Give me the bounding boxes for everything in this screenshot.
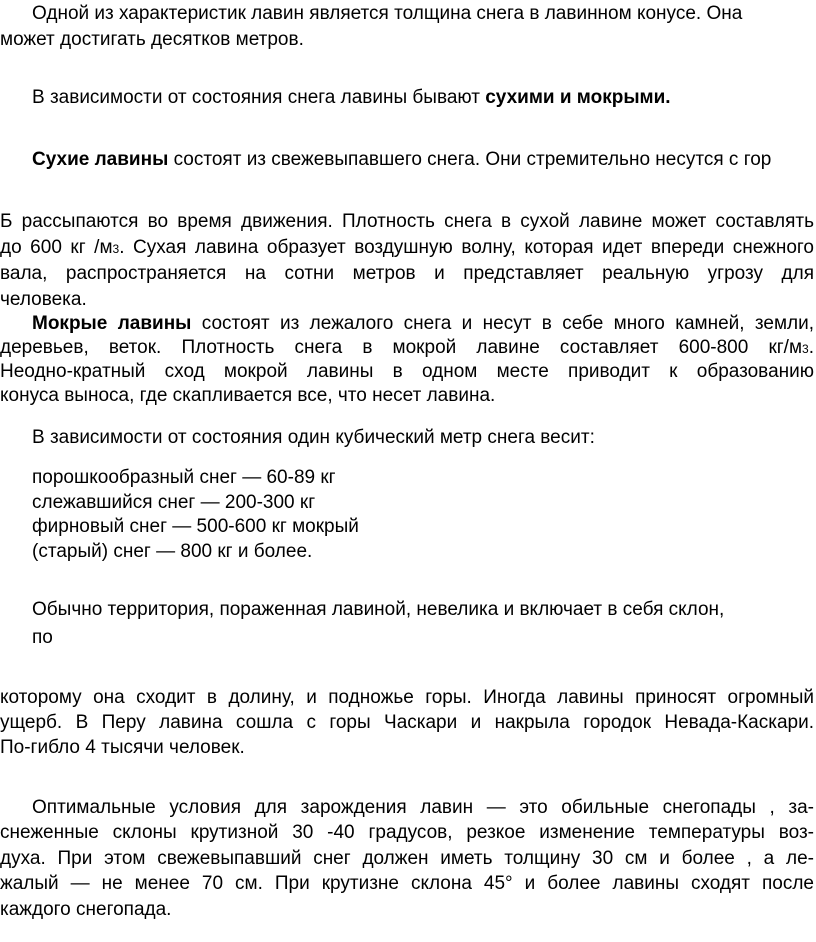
p3-bold: Сухие лавины (32, 149, 169, 170)
p3-text: состоят из свежевыпавшего снега. Они стремительно несутся с гор (168, 149, 772, 170)
p4-line2-superscript: 3 (112, 242, 120, 256)
p2-bold: сухими и мокрыми. (485, 87, 671, 108)
p4-line2b: . Сухая лавина образует воздушную волну, которая идет впереди снежного (119, 237, 814, 258)
p8-line3: По-гибло 4 тысячи человек. (0, 737, 245, 758)
p4-line3: вала, распространяется на сотни метров и представляет реальную угрозу для (0, 263, 814, 284)
p6-line: В зависимости от состояния один кубический метр снега весит: (32, 427, 595, 448)
p4-line2 (0, 236, 814, 261)
p5-bold: Мокрые лавины (32, 313, 192, 334)
p4-line4: человека. (0, 289, 87, 310)
p5-line1-text: состоят из лежалого снега и несут в себе много камней, земли, (191, 313, 814, 334)
p8-line1: которому она сходит в долину, и подножье горы. Иногда лавины приносят огромный (0, 687, 814, 708)
p1-line2: может достигать десятков метров. (0, 29, 304, 50)
p3-line (32, 148, 771, 172)
list-item: (старый) снег — 800 кг и более. (32, 541, 313, 562)
p5-line2a: деревьев, веток. Плотность снега в мокрой лавине составляет 600-800 кг/м (0, 337, 803, 358)
p4-line2a: до 600 кг /м (0, 237, 113, 258)
p9-line2: снеженные склоны крутизной 30 -40 градусов, резкое изменение температуры воз- (0, 822, 814, 843)
p9-line3: духа. При этом свежевыпавший снег должен иметь толщину 30 см и более , а ле- (0, 848, 814, 869)
p5-line1 (32, 312, 814, 336)
p5-line4: конуса выноса, где скапливается все, что несет лавина. (0, 385, 496, 406)
p9-line1: Оптимальные условия для зарождения лавин — это обильные снегопады , за- (32, 797, 814, 818)
list-item: слежавшийся снег — 200-300 кг (32, 492, 316, 513)
p2-text: В зависимости от состояния снега лавины бывают (32, 87, 486, 108)
p2-line (32, 86, 671, 110)
p7-line2: по (32, 627, 53, 648)
p5-line3: Неодно-кратный сход мокрой лавины в одном месте приводит к образованию (0, 361, 814, 382)
p9-line5: каждого снегопада. (0, 899, 172, 920)
list-item: фирновый снег — 500-600 кг мокрый (32, 516, 359, 537)
p5-line2b: . (808, 337, 814, 358)
p4-line1: Б рассыпаются во время движения. Плотность снега в сухой лавине может составлять (0, 211, 814, 232)
p8-line2: ущерб. В Перу лавина сошла с горы Часкари и накрыла городок Невада-Каскари. (0, 712, 814, 733)
p5-line2 (0, 336, 814, 361)
p9-line4: жалый — не менее 70 см. При крутизне склона 45° и более лавины сходят после (0, 873, 814, 894)
p5-line2-superscript: 3 (802, 342, 809, 356)
p7-line1: Обычно территория, пораженная лавиной, невелика и включает в себя склон, (32, 599, 725, 620)
list-item: порошкообразный снег — 60-89 кг (32, 467, 336, 488)
p1-line1: Одной из характеристик лавин является толщина снега в лавинном конусе. Она (32, 3, 743, 24)
